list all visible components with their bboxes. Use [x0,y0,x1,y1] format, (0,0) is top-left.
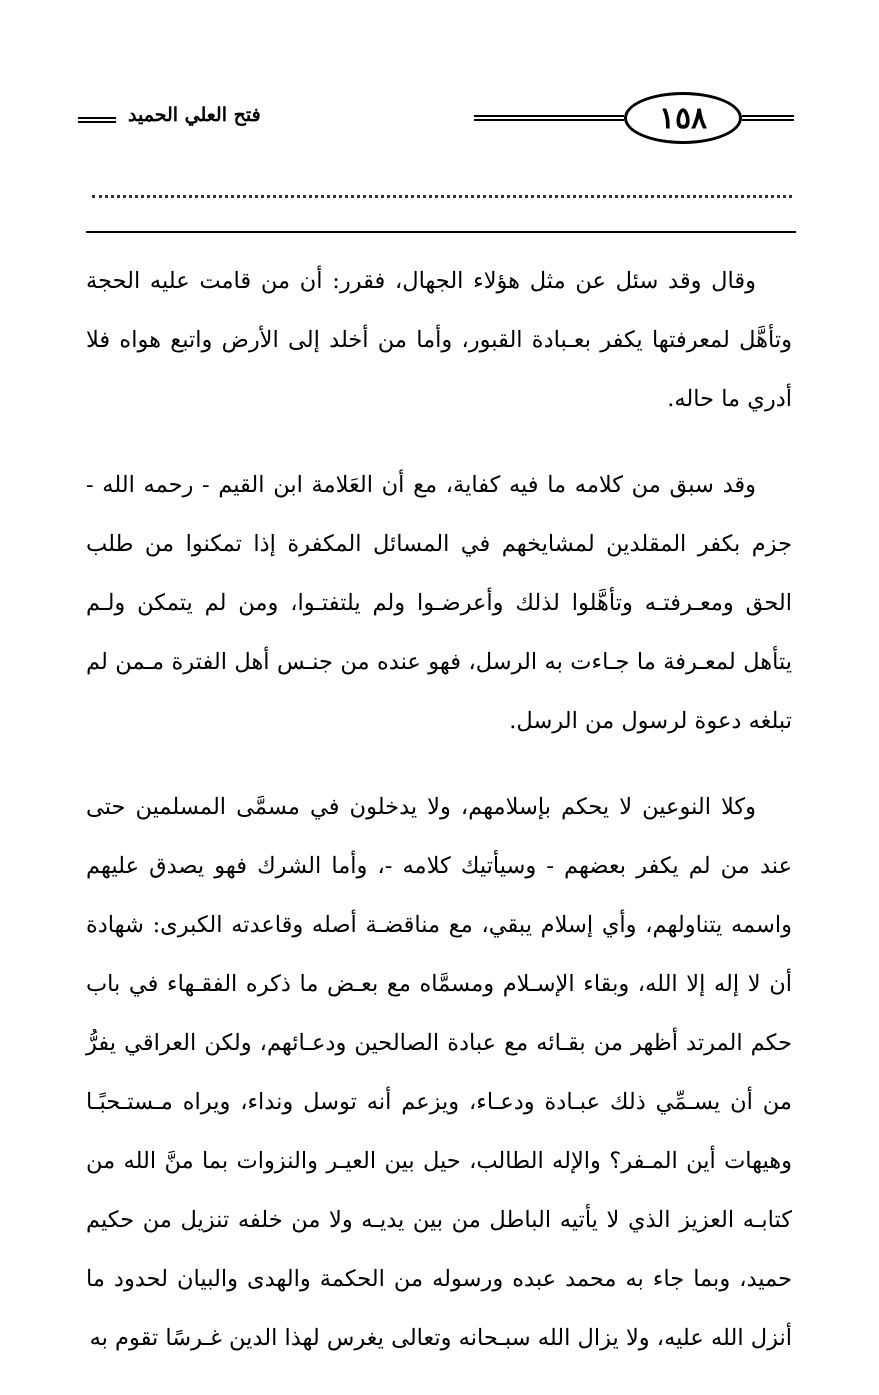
page-number: ١٥٨ [624,92,742,144]
book-title: فتح العلي الحميد [128,104,261,126]
header-separator [86,231,796,233]
dotted-divider [92,183,792,198]
paragraph-1: وقال وقد سئل عن مثل هؤلاء الجهال، فقرر: أن من قامت عليه الحجة وتأهَّل لمعرفتها يكفر بعـبادة القبور، وأما من أخلد إلى الأرض واتبع هواه فلا أدري ما حاله. [86,268,792,412]
paragraph-3: وكلا النوعين لا يحكم بإسلامهم، ولا يدخلون في مسمَّى المسلمين حتى عند من لم يكفر بعضهم - وسيأتيك كلامه -، وأما الشرك فهو يصدق عليهم واسمه يتناولهم، وأي إسلام يبقي، مع مناقضـة أصله وقاعدته الكبرى: شهادة أن لا إله إلا الله، وبقاء الإسـلام ومسمَّاه مع بعـض ما ذكره الفقـهاء في باب حكم المرتد أظهر من بقـائه مع عبادة الصالحين ودعـائهم، ولكن العراقي يفرُّ من أن يسـمِّي ذلك عبـادة ودعـاء، ويزعم أنه توسل ونداء، ويراه مـستـحبًـا وهيهات أين المـفر؟ والإله الطالب، حيل بين العيـر والنزوات بما منَّ الله من كتابـه العزيز الذي لا يأتيه الباطل من بين يديـه ولا من خلفه تنزيل من حكيم حميد، وبما جاء به محمد عبده ورسوله من الحكمة والهدى والبيان لحدود ما أنزل الله عليه، ولا يزال الله سبـحانه وتعالى يغرس لهذا الدين غـرسًا تقوم به [86,794,792,1351]
header-rule-right [742,115,794,121]
paragraph-2: وقد سبق من كلامه ما فيه كفاية، مع أن العَلامة ابن القيم - رحمه الله - جزم بكفر المقلدين لمشايخهم في المسائل المكفرة إذا تمكنوا من طلب الحق ومعـرفتـه وتأهَّلوا لذلك وأعرضـوا ولم يلتفتـوا، ومن لم يتمكن ولـم يتأهل لمعـرفة ما جـاءت به الرسل، فهو عنده من جنـس أهل الفترة مـمن لم تبلغه دعوة لرسول من الرسل. [86,472,792,734]
header-rule-middle [474,115,624,121]
page-header [78,88,794,158]
title-rule [78,117,116,123]
page-body [86,252,792,1395]
